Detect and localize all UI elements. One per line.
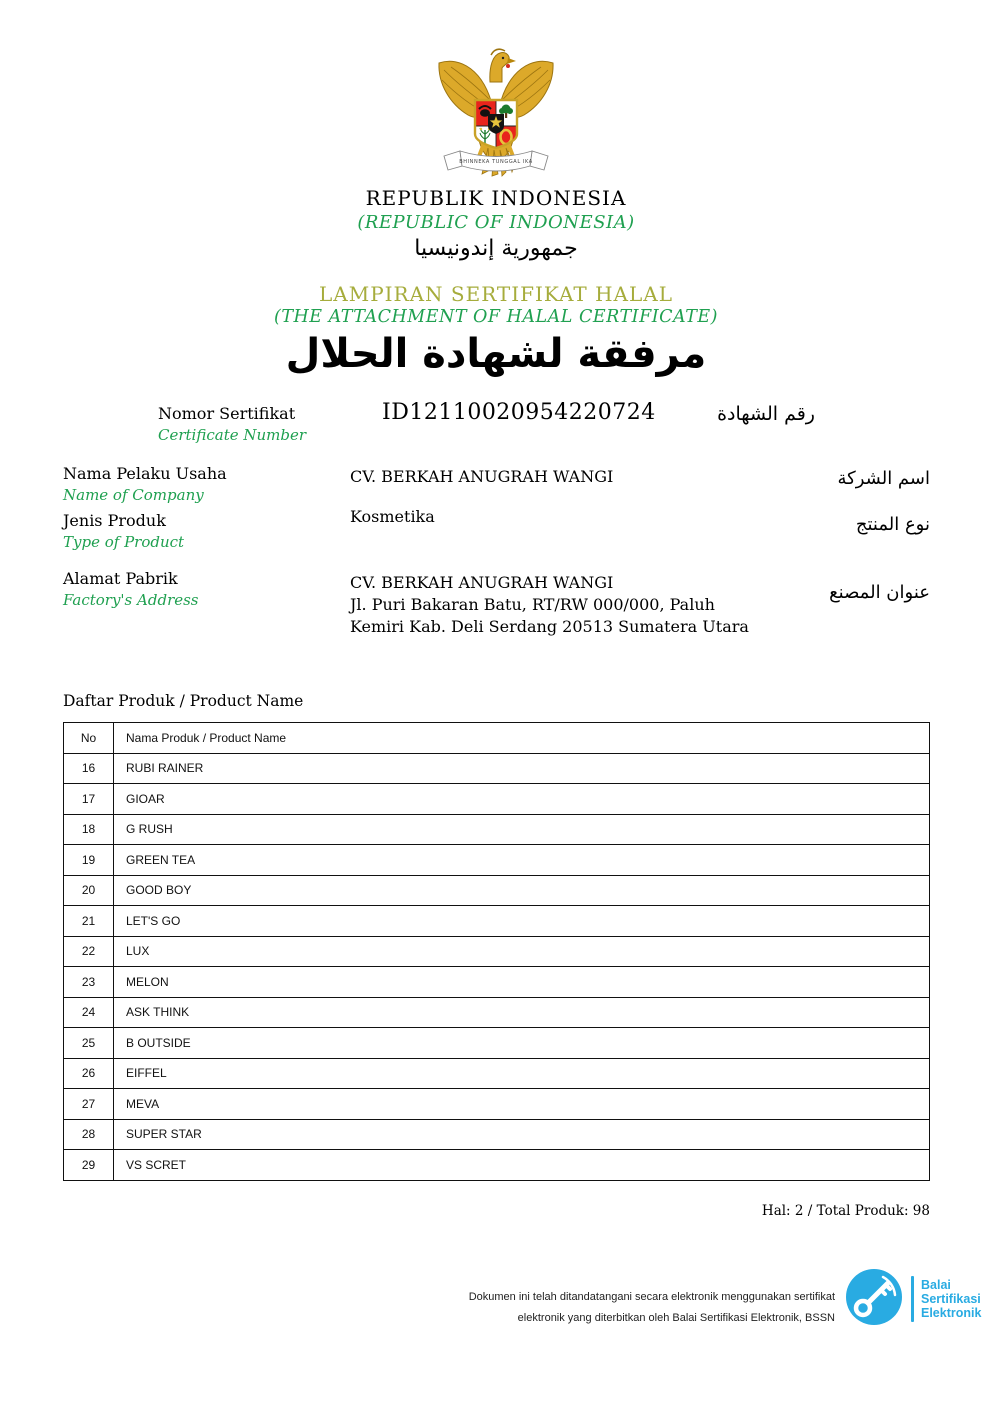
row-name: LUX	[114, 936, 930, 967]
product-type-label-arabic: نوع المنتج	[855, 514, 930, 535]
factory-address-label-en: Factory's Address	[63, 591, 199, 609]
pagination-text: Hal: 2 / Total Produk: 98	[761, 1203, 930, 1219]
row-no: 21	[64, 906, 114, 937]
table-row	[64, 1058, 930, 1089]
doc-title-en: (THE ATTACHMENT OF HALAL CERTIFICATE)	[274, 307, 718, 327]
certificate-number-value: ID12110020954220724	[382, 400, 656, 425]
row-no: 27	[64, 1089, 114, 1120]
products-section-title: Daftar Produk / Product Name	[63, 692, 304, 710]
table-row	[64, 784, 930, 815]
doc-title-id: LAMPIRAN SERTIFIKAT HALAL	[318, 282, 673, 306]
table-row	[64, 753, 930, 784]
factory-address-line: Jl. Puri Bakaran Batu, RT/RW 000/000, Paluh	[350, 595, 715, 614]
footer-disclaimer-line1: Dokumen ini telah ditandatangani secara elektronik menggunakan sertifikat	[468, 1291, 835, 1303]
row-no: 28	[64, 1119, 114, 1150]
footer-disclaimer-line2: elektronik yang diterbitkan oleh Balai Sertifikasi Elektronik, BSSN	[517, 1312, 835, 1324]
bse-logo	[845, 1268, 981, 1330]
row-name: MELON	[114, 967, 930, 998]
logo-divider	[911, 1276, 914, 1322]
factory-address-label: Alamat Pabrik	[63, 569, 178, 588]
row-no: 19	[64, 845, 114, 876]
products-table	[63, 722, 930, 1181]
table-header-name: Nama Produk / Product Name	[114, 723, 930, 754]
row-no: 16	[64, 753, 114, 784]
factory-address-line: Kemiri Kab. Deli Serdang 20513 Sumatera Utara	[350, 617, 749, 636]
table-header-row	[64, 723, 930, 754]
row-no: 20	[64, 875, 114, 906]
table-row	[64, 845, 930, 876]
country-name-en: (REPUBLIC OF INDONESIA)	[357, 212, 635, 233]
company-name-value: CV. BERKAH ANUGRAH WANGI	[350, 467, 614, 486]
key-icon	[845, 1268, 903, 1330]
row-no: 24	[64, 997, 114, 1028]
table-row	[64, 1028, 930, 1059]
certificate-number-label: Nomor Sertifikat	[158, 404, 296, 423]
logo-text-line1: Balai	[921, 1278, 951, 1292]
row-no: 18	[64, 814, 114, 845]
table-row	[64, 1150, 930, 1181]
country-name-id: REPUBLIK INDONESIA	[365, 186, 627, 210]
row-name: GREEN TEA	[114, 845, 930, 876]
emblem-motto-text: BHINNEKA TUNGGAL IKA	[459, 159, 533, 165]
row-name: GOOD BOY	[114, 875, 930, 906]
row-name: VS SCRET	[114, 1150, 930, 1181]
table-header-no: No	[64, 723, 114, 754]
row-name: B OUTSIDE	[114, 1028, 930, 1059]
logo-text-line2: Sertifikasi	[921, 1292, 981, 1306]
product-type-value: Kosmetika	[350, 507, 435, 526]
row-no: 22	[64, 936, 114, 967]
certificate-number-label-en: Certificate Number	[158, 426, 307, 444]
company-name-label-en: Name of Company	[63, 486, 204, 504]
logo-text-line3: Elektronik	[921, 1306, 982, 1320]
row-name: GIOAR	[114, 784, 930, 815]
table-row	[64, 1089, 930, 1120]
row-no: 26	[64, 1058, 114, 1089]
row-no: 17	[64, 784, 114, 815]
table-row	[64, 814, 930, 845]
row-no: 29	[64, 1150, 114, 1181]
factory-address-label-arabic: عنوان المصنع	[829, 582, 930, 603]
row-name: LET'S GO	[114, 906, 930, 937]
row-name: SUPER STAR	[114, 1119, 930, 1150]
row-no: 23	[64, 967, 114, 998]
row-name: RUBI RAINER	[114, 753, 930, 784]
table-row	[64, 875, 930, 906]
table-row	[64, 997, 930, 1028]
row-name: MEVA	[114, 1089, 930, 1120]
row-name: G RUSH	[114, 814, 930, 845]
certificate-number-label-arabic: رقم الشهادة	[717, 403, 815, 425]
country-name-arabic: جمهورية إندونيسيا	[414, 236, 578, 261]
logo-text	[921, 1278, 981, 1320]
table-row	[64, 906, 930, 937]
table-row	[64, 967, 930, 998]
footer-disclaimer	[469, 1287, 835, 1329]
row-name: EIFFEL	[114, 1058, 930, 1089]
product-type-label-en: Type of Product	[63, 533, 185, 551]
factory-address-value	[350, 572, 749, 638]
doc-title-arabic: مرفقة لشهادة الحلال	[285, 331, 707, 377]
company-name-label-arabic: اسم الشركة	[837, 468, 930, 489]
product-type-label: Jenis Produk	[63, 511, 166, 530]
company-name-label: Nama Pelaku Usaha	[63, 464, 227, 483]
table-row	[64, 1119, 930, 1150]
row-name: ASK THINK	[114, 997, 930, 1028]
garuda-emblem-icon	[436, 42, 556, 178]
row-no: 25	[64, 1028, 114, 1059]
factory-address-line: CV. BERKAH ANUGRAH WANGI	[350, 573, 614, 592]
table-row	[64, 936, 930, 967]
